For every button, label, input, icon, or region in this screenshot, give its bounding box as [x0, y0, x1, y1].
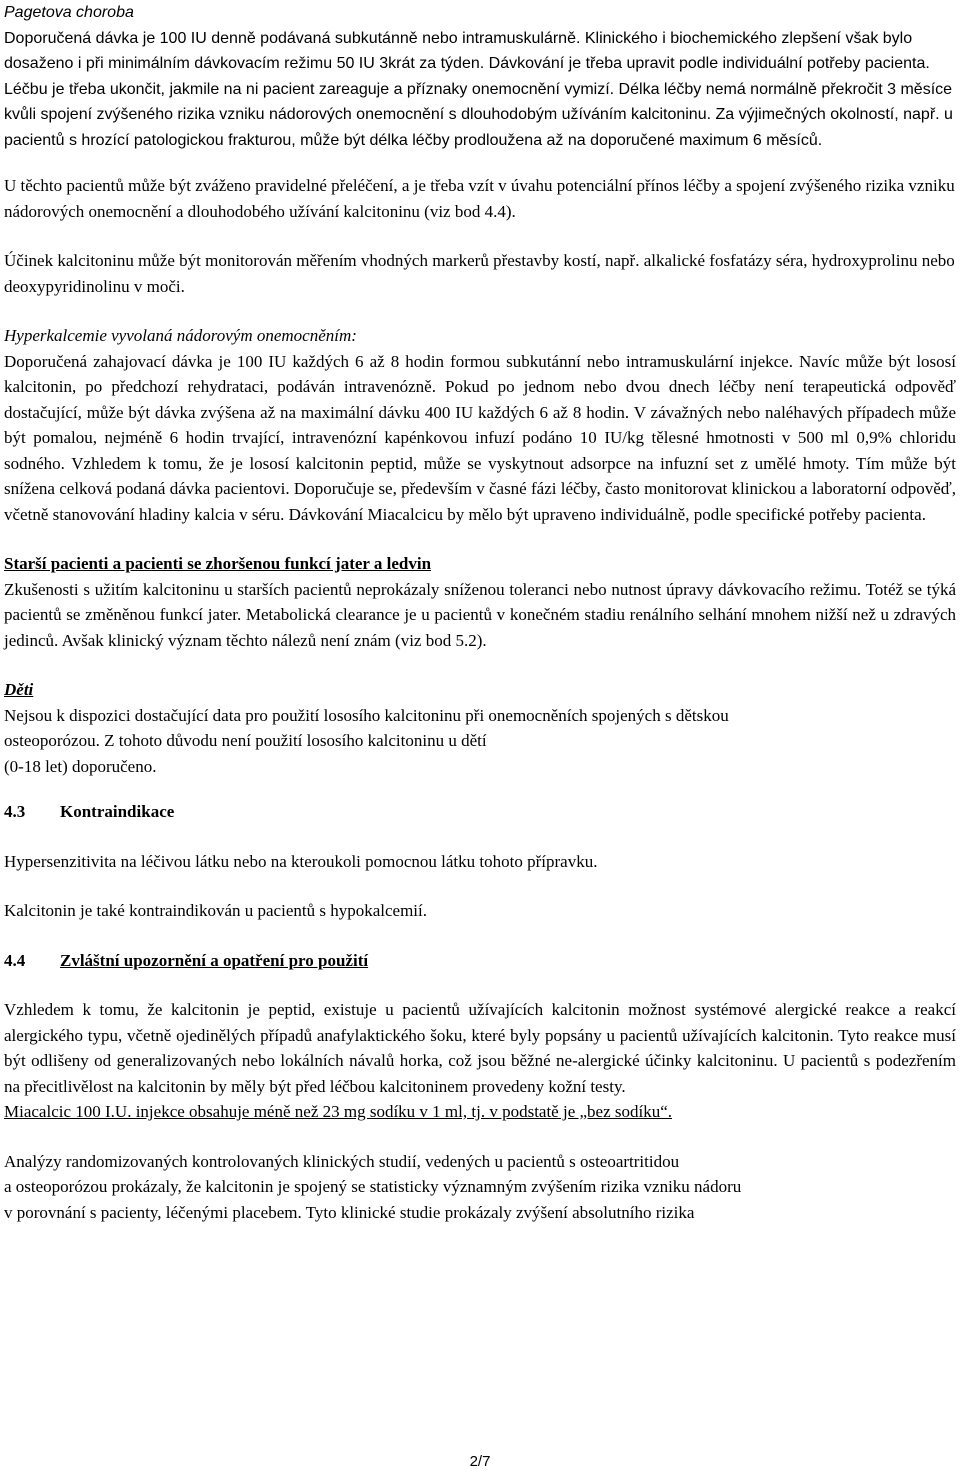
cancer-risk-line-1: Analýzy randomizovaných kontrolovaných klinických studií, vedených u pacientů s osteoartritidou: [4, 1151, 680, 1171]
cancer-risk-line-2: a osteoporózou prokázaly, že kalcitonin je spojený se statisticky významným zvýšením rizika vzniku nádoru: [4, 1177, 742, 1196]
hypercalcemia-paragraph: Doporučená zahajovací dávka je 100 IU každých 6 až 8 hodin formou subkutánní nebo intramuskulární injekce. Navíc může být lososí kalcitonin, po předchozí rehydrataci, podáván intravenózně. Pokud po jednom nebo dvou dnech léčby není terapeutická odpověď dostačující, může být dávka zvýšena až na maximální dávku 400 IU každých 6 až 8 hodin. V závažných nebo naléhavých případech může být pomalou, nejméně 6 hodin trvající, intravenózní kapénkovou infuzí podáno 10 IU/kg tělesné hmotnosti v 500 ml 0,9% chloridu sodného. Vzhledem k tomu, že je lososí kalcitonin peptid, může se vyskytnout adsorpce na infuzní set z umělé hmoty. Tím může být snížena celková podaná dávka pacientovi. Doporučuje se, především v časné fázi léčby, často monitorovat klinickou a laboratorní odpověď, včetně stanovování hladiny kalcia v séru. Dávkování Miacalcicu by mělo být upraveno individuálně, podle specifické potřeby pacienta.: [4, 351, 956, 524]
hypercalcemia-heading: Hyperkalcemie vyvolaná nádorovým onemocněním:: [4, 326, 357, 345]
children-line-1: Nejsou k dispozici dostačující data pro použití lososího kalcitoninu při onemocněních spojených s dětskou: [4, 705, 729, 725]
page-number: 2/7: [469, 1453, 491, 1470]
cancer-risk-line-3: v porovnání s pacienty, léčenými placebem. Tyto klinické studie prokázaly zvýšení absolutního rizika: [4, 1202, 695, 1222]
section-4-3-title: Kontraindikace: [60, 802, 175, 821]
page-content: [4, 0, 956, 1225]
paget-monitoring-paragraph: Účinek kalcitoninu může být monitorován měřením vhodných markerů přestavby kostí, např. alkalické fosfatázy séra, hydroxyprolinu nebo deoxypyridinolinu v moči.: [4, 251, 955, 296]
paget-heading: Pagetova choroba: [4, 4, 134, 21]
section-4-3-number: 4.3: [4, 802, 26, 821]
paget-retreatment-paragraph: U těchto pacientů může být zváženo pravidelné přeléčení, a je třeba vzít v úvahu potenciální přínos léčby a spojení zvýšeného rizika vzniku nádorových onemocnění a dlouhodobého užívání kalcitoninu (viz bod 4.4).: [4, 176, 955, 221]
elderly-heading: Starší pacienti a pacienti se zhoršenou funkcí jater a ledvin: [4, 554, 432, 573]
section-4-4-number: 4.4: [4, 950, 26, 970]
paget-dosage-paragraph: Doporučená dávka je 100 IU denně podávaná subkutánně nebo intramuskulárně. Klinického i biochemického zlepšení však bylo dosaženo i při minimálním dávkovacím režimu 50 IU 3krát za týden. Dávkování je třeba upravit podle individuální potřeby pacienta. Léčbu je třeba ukončit, jakmile na ni pacient zareaguje a příznaky onemocnění vymizí. Délka léčby nemá normálně překročit 3 měsíce kvůli spojení zvýšeného rizika vzniku nádorových onemocnění s dlouhodobým užíváním kalcitoninu. Za výjimečných okolností, např. u pacientů s hrozící patologickou frakturou, může být délka léčby prodloužena až na doporučené maximum 6 měsíců.: [4, 29, 953, 149]
children-heading: Děti: [4, 680, 34, 699]
contraindication-hypocalcemia: Kalcitonin je také kontraindikován u pacientů s hypokalcemií.: [4, 901, 427, 920]
elderly-paragraph: Zkušenosti s užitím kalcitoninu u starších pacientů neprokázaly sníženou toleranci nebo nutnost úpravy dávkovacího režimu. Totéž se týká pacientů se změněnou funkcí jater. Metabolická clearance je u pacientů v konečném stadiu renálního selhání mnohem nižší než u zdravých jedinců. Avšak klinický význam těchto nálezů není znám (viz bod 5.2).: [4, 579, 956, 650]
section-4-4-title: Zvláštní upozornění a opatření pro použití: [60, 950, 369, 970]
section-4-3-heading: [4, 799, 956, 825]
children-line-3: (0-18 let) doporučeno.: [4, 756, 157, 776]
section-4-4-heading: [4, 948, 956, 974]
contraindication-hypersensitivity: Hypersenzitivita na léčivou látku nebo na kteroukoli pomocnou látku tohoto přípravku.: [4, 851, 598, 871]
sodium-content-note: Miacalcic 100 I.U. injekce obsahuje méně než 23 mg sodíku v 1 ml, tj. v podstatě je „bez sodíku“.: [4, 1102, 673, 1121]
allergy-paragraph: Vzhledem k tomu, že kalcitonin je peptid, existuje u pacientů užívajících kalcitonin možnost systémové alergické reakce a reakcí alergického typu, včetně ojedinělých případů anafylaktického šoku, které byly popsány u pacientů užívajících kalcitonin. Tyto reakce musí být odlišeny od generalizovaných nebo lokálních návalů horka, což jsou běžné ne-alergické účinky kalcitoninu. U pacientů s podezřením na přecitlivělost na kalcitonin by měly být před léčbou kalcitoninem provedeny kožní testy.: [4, 1000, 956, 1096]
children-line-2: osteoporózou. Z tohoto důvodu není použití lososího kalcitoninu u dětí: [4, 731, 487, 750]
